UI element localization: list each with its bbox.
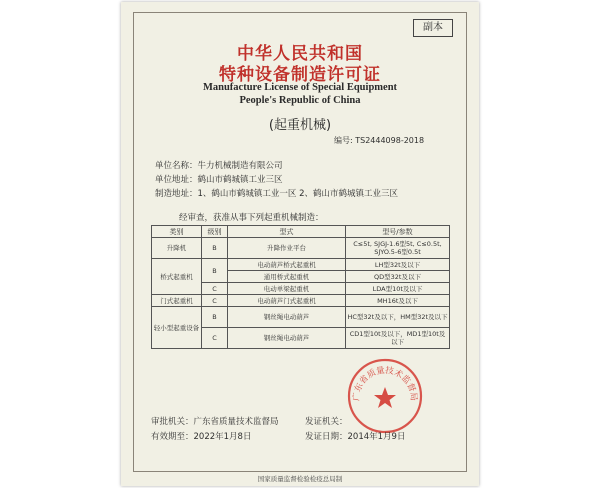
seal-text: 广东省质量技术监督局: [351, 365, 419, 402]
cell-category: 轻小型起重设备: [152, 307, 202, 349]
cell-level: B: [202, 238, 228, 259]
factory-address: 制造地址：1、鹤山市鹤城镇工业一区 2、鹤山市鹤城镇工业三区: [155, 189, 399, 199]
title-english-line1: Manufacture License of Special Equipment: [202, 82, 398, 93]
cell-model: HC型32t及以下，HM型32t及以下: [346, 307, 450, 328]
cell-model: C≤5t, SJGJ-1.6型5t, C≤0.5t, SJYO.5-6型0.5t: [346, 238, 450, 259]
cell-level: C: [202, 328, 228, 349]
cell-model: CD1型10t及以下，MD1型10t及以下: [346, 328, 450, 349]
license-scope-table: [151, 225, 450, 349]
issue-date: 发证日期：2014年1月9日: [305, 432, 406, 442]
cell-type: 电动葫芦门式起重机: [228, 295, 346, 307]
cell-type: 升降作业平台: [228, 238, 346, 259]
unit-address: 单位地址：鹤山市鹤城镇工业三区: [155, 175, 283, 185]
header-type: 型式: [228, 226, 346, 238]
seal-star-icon: [374, 387, 396, 408]
title-chinese-line2: 特种设备制造许可证: [219, 65, 381, 85]
intro-text: 经审查，获准从事下列起重机械制造：: [179, 213, 324, 223]
cell-model: LH型32t及以下: [346, 259, 450, 271]
cell-type: 电动葫芦桥式起重机: [228, 259, 346, 271]
title-chinese-line1: 中华人民共和国: [237, 44, 363, 64]
header-level: 级别: [202, 226, 228, 238]
table-row: [152, 295, 450, 307]
license-serial-number: 编号: TS2444098-2018: [334, 136, 425, 145]
cell-level: B: [202, 259, 228, 283]
header-model: 型号/参数: [346, 226, 450, 238]
table-row: [152, 307, 450, 328]
unit-name: 单位名称：牛力机械制造有限公司: [155, 161, 283, 171]
valid-until: 有效期至：2022年1月8日: [151, 432, 252, 442]
cell-type: 通用桥式起重机: [228, 271, 346, 283]
header-category: 类别: [152, 226, 202, 238]
cell-level: C: [202, 295, 228, 307]
table-row: [152, 238, 450, 259]
cell-model: QD型32t及以下: [346, 271, 450, 283]
license-document: [121, 2, 479, 486]
title-english-line2: People's Republic of China: [239, 95, 361, 106]
cell-level: C: [202, 283, 228, 295]
cell-type: 电动单梁起重机: [228, 283, 346, 295]
cell-type: 钢丝绳电动葫芦: [228, 307, 346, 328]
approval-authority: 审批机关：广东省质量技术监督局: [151, 417, 279, 427]
cell-level: B: [202, 307, 228, 328]
official-seal: [346, 357, 424, 435]
issuer-footer: 国家质量监督检验检疫总局制: [257, 475, 343, 483]
table-row: [152, 259, 450, 271]
cell-category: 桥式起重机: [152, 259, 202, 295]
equipment-category: (起重机械): [268, 118, 332, 133]
cell-model: LDA型10t及以下: [346, 283, 450, 295]
issuing-authority: 发证机关：: [305, 417, 348, 427]
cell-model: MH16t及以下: [346, 295, 450, 307]
copy-badge: 副本: [413, 19, 453, 37]
cell-category: 门式起重机: [152, 295, 202, 307]
table-header-row: [152, 226, 450, 238]
cell-type: 钢丝绳电动葫芦: [228, 328, 346, 349]
cell-category: 升降机: [152, 238, 202, 259]
